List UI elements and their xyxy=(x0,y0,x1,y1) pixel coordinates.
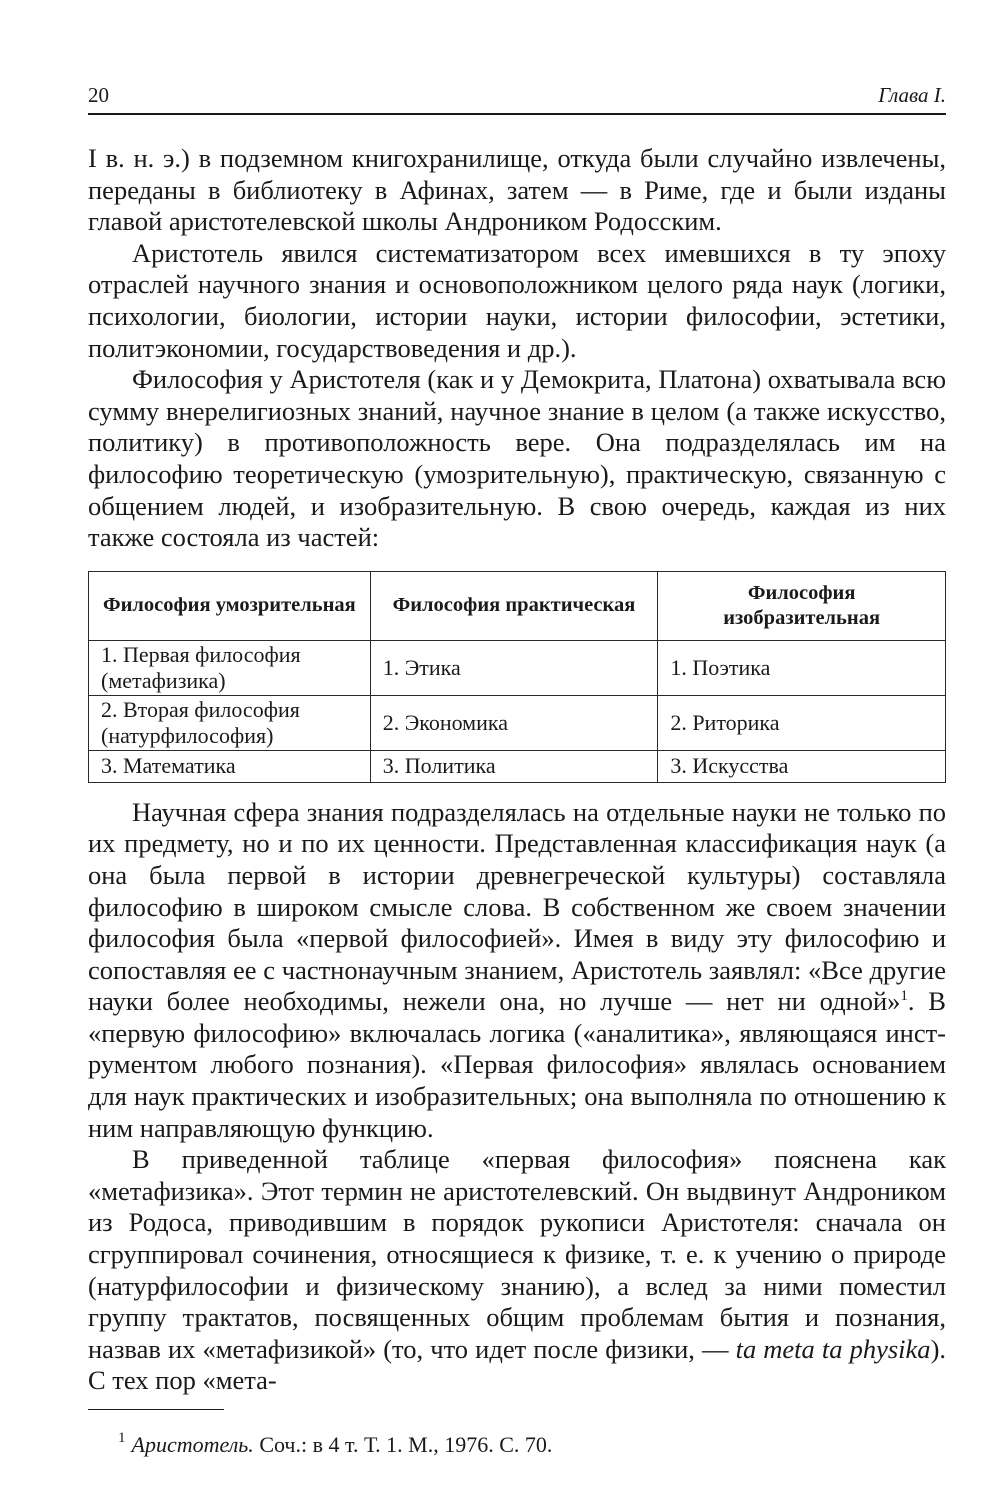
paragraph-5-text-b: ). С тех пор «мета- xyxy=(88,1333,947,1396)
table-row xyxy=(89,695,946,750)
table-cell: 2. Экономика xyxy=(370,695,658,750)
table-header-row xyxy=(89,571,946,640)
main-text xyxy=(88,143,946,1397)
paragraph-5-text-a: В приведенной таблице «первая философия» пояснена как «метафизика». Этот термин не аристотелевский. Он выдвинут Андроником из Родоса, приводившим в порядок рукописи Аристотеля: сначала он сгруппировал сочинения, относящиеся к физике, т. е. к учению о природе (натурфилософии и физическому знанию), а вслед за ними поместил группу трактатов, посвященных общим проблемам бытия и познания, назвав их «метафизикой» (то, что идет после физики, — xyxy=(88,1144,946,1364)
footnote-author: Аристотель. xyxy=(131,1432,254,1457)
table-cell: 1. Поэтика xyxy=(658,640,946,695)
philosophy-classification-table xyxy=(88,571,946,783)
footnote-reference[interactable]: 1 xyxy=(900,988,908,1005)
table-cell: 3. Искусства xyxy=(658,750,946,782)
footnote-number: 1 xyxy=(118,1430,126,1446)
footnote xyxy=(118,1429,552,1464)
page-number: 20 xyxy=(88,83,109,107)
table-cell: 1. Первая философия (метафизика) xyxy=(89,640,371,695)
table-header-cell: Философия практическая xyxy=(370,571,658,640)
table-row xyxy=(89,750,946,782)
paragraph-4-text-a: Научная сфера знания подразделялась на отдельные науки не только по их предмету, но и по их ценности. Представленная классификация наук (а она была первой в истории древнегреческой культуры) составляла философию в широком смысле слова. В собственном же своем значении философия была «первой философией». Имея в виду эту философию и сопоставляя ее с частнонаучным знанием, Аристотель заявлял: «Все другие науки более необходимы, нежели она, но лучше — нет ни одной» xyxy=(88,796,946,1017)
table-header-cell: Философия изобразительная xyxy=(658,571,946,640)
paragraph-1: I в. н. э.) в подземном книгохранилище, откуда были случайно извлечены, переданы в библиотеку в Афинах, затем — в Риме, где и были изданы главой аристотелевской школы Андроником Родосским. xyxy=(88,143,946,237)
greek-transliteration: ta meta ta physika xyxy=(735,1333,931,1364)
header-rule xyxy=(88,113,946,115)
table-cell: 1. Этика xyxy=(370,640,658,695)
table-cell: 2. Риторика xyxy=(658,695,946,750)
chapter-title: Глава I. xyxy=(878,83,946,107)
footnote-separator xyxy=(88,1409,224,1410)
table-row xyxy=(89,640,946,695)
paragraph-4-text-b: . В «первую философию» включалась логика («аналитика», являющаяся инструментом любого познания). «Первая философия» являлась основанием для наук практических и изобразительных; она выполняла по отношению к ним направляющую функцию. xyxy=(88,986,946,1143)
footnote-citation: Соч.: в 4 т. Т. 1. М., 1976. С. 70. xyxy=(253,1432,553,1457)
table-cell: 3. Политика xyxy=(370,750,658,782)
running-head xyxy=(88,78,946,112)
paragraph-4 xyxy=(88,797,946,1145)
table-cell: 2. Вторая философия (натурфилософия) xyxy=(89,695,371,750)
table-header-cell: Философия умозрительная xyxy=(89,571,371,640)
paragraph-5 xyxy=(88,1144,946,1397)
paragraph-2: Аристотель явился систематизатором всех имевшихся в ту эпоху отраслей научного знания и основоположником целого ряда наук (логики, психологии, биологии, истории науки, истории философии, эстетики, политэкономии, государствоведения и др.). xyxy=(88,237,946,363)
table-cell: 3. Математика xyxy=(89,750,371,782)
paragraph-3: Философия у Аристотеля (как и у Демокрита, Платона) охватывала всю сумму внерелигиозных знаний, научное знание в целом (а также искусство, политику) в противоположность вере. Она подразделялась им на философию теоретическую (умозрительную), практическую, связанную с общением людей, и изобразительную. В свою очередь, каждая из них также состояла из частей: xyxy=(88,364,946,553)
